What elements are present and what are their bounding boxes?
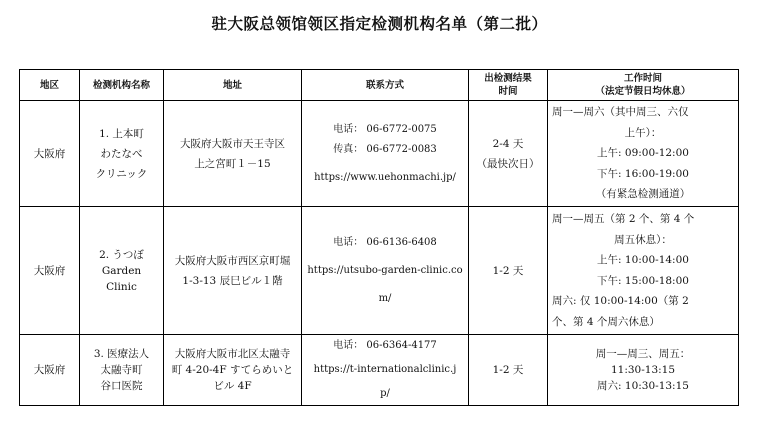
address-line: 町 4-20-4F すてらめいと xyxy=(171,364,294,376)
institution-table xyxy=(19,69,739,406)
hours-cell xyxy=(548,101,739,207)
header-result-time-line2: 时间 xyxy=(498,86,518,97)
institution-name-line: 1. 上本町 xyxy=(99,127,144,140)
address-cell xyxy=(164,101,302,207)
address-line: 大阪府大阪市西区京町堀 xyxy=(174,254,291,267)
phone-number: 电话： 06-6364-4177 xyxy=(333,340,437,351)
result-time-cell xyxy=(469,207,548,335)
phone-number: 电话： 06-6772-0075 xyxy=(333,123,437,135)
institution-name-line: わたなべ xyxy=(100,147,143,160)
header-hours xyxy=(548,70,739,101)
table-row xyxy=(20,335,739,406)
contact-cell xyxy=(302,101,469,207)
address-line: 上之宮町１－15 xyxy=(194,157,271,170)
header-address: 地址 xyxy=(164,70,302,101)
institution-name-line: 2. うつぼ xyxy=(99,248,144,261)
header-contact: 联系方式 xyxy=(302,70,469,101)
result-time-line: 2-4 天 xyxy=(492,137,524,150)
institution-name-cell xyxy=(80,335,164,406)
result-time-line: （最快次日） xyxy=(476,157,540,170)
hours-line: 周一—周五（第 2 个、第 4 个 xyxy=(552,213,695,225)
institution-name-line: クリニック xyxy=(95,167,148,180)
hours-line: 周一—周六（其中周三、六仅 xyxy=(552,106,689,119)
hours-line: 周六: 仅 10:00-14:00（第 2 xyxy=(552,295,689,307)
table-row xyxy=(20,101,739,207)
address-line: ビル 4F xyxy=(213,380,252,392)
header-hours-line1: 工作时间 xyxy=(623,73,662,84)
result-time-cell xyxy=(469,335,548,406)
hours-line: 下午: 15:00-18:00 xyxy=(597,274,689,287)
result-time-line: 1-2 天 xyxy=(492,364,524,376)
hours-line: （有紧急检测通道） xyxy=(595,188,691,201)
header-result-time-line1: 出检测结果 xyxy=(484,73,532,84)
hours-cell xyxy=(548,207,739,335)
table-header-row xyxy=(20,70,739,101)
phone-number: 电话： 06-6136-6408 xyxy=(333,236,437,248)
institution-name-line: 3. 医療法人 xyxy=(93,348,150,360)
website-link[interactable]: https://t-internationalclinic.j xyxy=(313,364,457,375)
region-cell: 大阪府 xyxy=(20,335,80,406)
hours-line: 上午: 10:00-14:00 xyxy=(597,254,689,266)
address-line: 大阪府大阪市天王寺区 xyxy=(180,137,285,150)
institution-name-line: Clinic xyxy=(106,280,137,293)
address-line: 大阪府大阪市北区太融寺 xyxy=(174,348,291,360)
hours-cell xyxy=(548,335,739,406)
hours-line: 个、第 4 个周六休息） xyxy=(552,315,660,328)
hours-line: 下午: 16:00-19:00 xyxy=(597,167,689,180)
header-hours-line2: （法定节假日均休息） xyxy=(595,86,691,97)
hours-line: 上午）： xyxy=(624,126,662,139)
region-cell: 大阪府 xyxy=(20,101,80,207)
hours-line: 周六: 10:30-13:15 xyxy=(597,380,689,392)
website-link[interactable]: https://utsubo-garden-clinic.co xyxy=(307,264,463,276)
website-link-continued[interactable]: p/ xyxy=(380,388,390,399)
hours-line: 上午: 09:00-12:00 xyxy=(597,147,689,160)
institution-name-cell xyxy=(80,101,164,207)
result-time-cell xyxy=(469,101,548,207)
region-cell: 大阪府 xyxy=(20,207,80,335)
hours-line: 周一—周三、周五： xyxy=(595,348,691,360)
header-institution: 检测机构名称 xyxy=(80,70,164,101)
contact-cell xyxy=(302,207,469,335)
institution-name-line: Garden xyxy=(101,264,142,277)
website-link-continued[interactable]: m/ xyxy=(378,292,392,304)
document-title: 驻大阪总领馆领区指定检测机构名单（第二批） xyxy=(211,15,548,33)
address-line: 1-3-13 辰巳ビル１階 xyxy=(182,274,283,287)
table-row xyxy=(20,207,739,335)
institution-name-line: 太融寺町 xyxy=(100,364,143,376)
institution-name-cell xyxy=(80,207,164,335)
contact-cell xyxy=(302,335,469,406)
result-time-line: 1-2 天 xyxy=(492,264,524,277)
address-cell xyxy=(164,207,302,335)
hours-line: 11:30-13:15 xyxy=(610,364,676,376)
institution-name-line: 谷口医院 xyxy=(100,380,143,392)
header-region: 地区 xyxy=(20,70,80,101)
website-link[interactable]: https://www.uehonmachi.jp/ xyxy=(314,171,456,183)
address-cell xyxy=(164,335,302,406)
fax-number: 传真： 06-6772-0083 xyxy=(333,143,437,155)
header-result-time xyxy=(469,70,548,101)
hours-line: 周五休息）： xyxy=(614,233,672,246)
